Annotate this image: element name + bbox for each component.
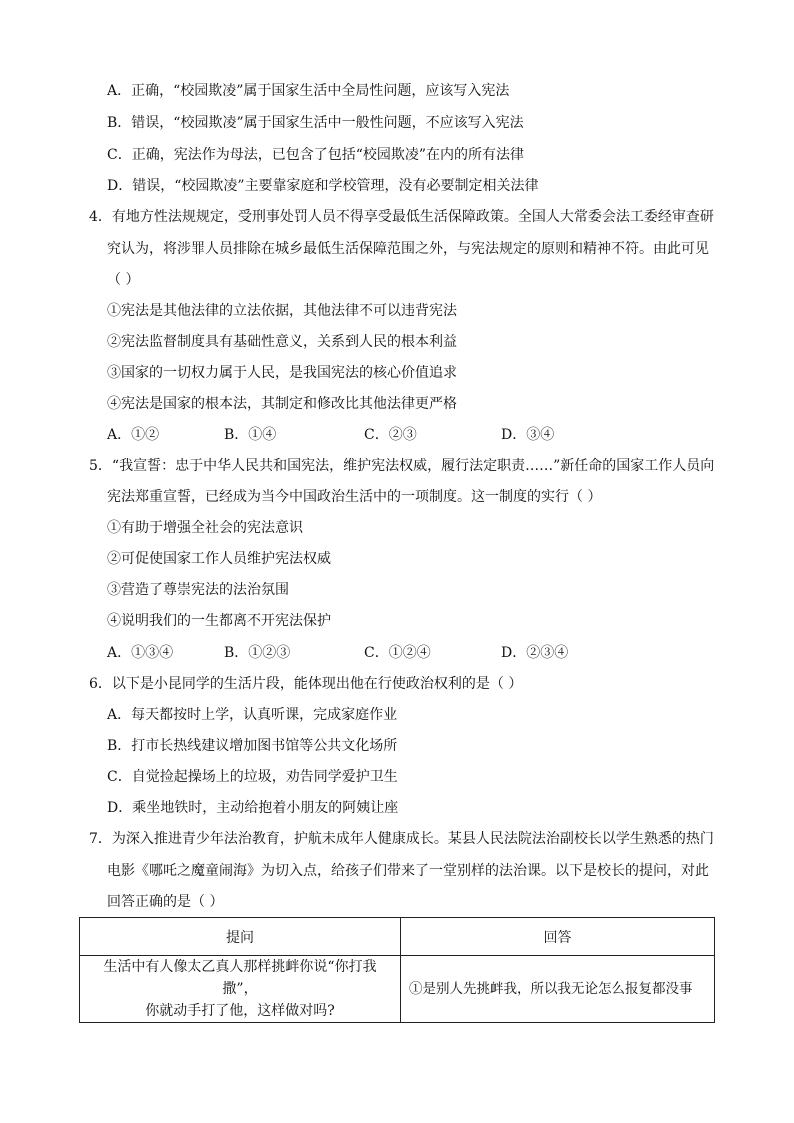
table-cell-answer: ①是别人先挑衅我，所以我无论怎么报复都没事 — [401, 956, 715, 1023]
q5-choice-d: D．②③④ — [501, 645, 569, 661]
q6-option-c: C．自觉捡起操场上的垃圾，劝告同学爱护卫生 — [107, 769, 398, 785]
q7-stem-line-1: 7．为深入推进青少年法治教育，护航未成年人健康成长。某县人民法院法治副校长以学生熟悉的热门 — [89, 831, 714, 847]
q7-stem-line-2: 电影《哪吒之魔童闹海》为切入点，给孩子们带来了一堂别样的法治课。以下是校长的提问，对此 — [107, 863, 709, 879]
q5-choice-b: B．①②③ — [224, 645, 291, 661]
table-question-line-2: 你就动手打了他，这样做对吗? — [145, 1003, 335, 1019]
table-header-row — [80, 918, 715, 956]
q3-option-c: C．正确，宪法作为母法，已包含了包括“校园欺凌”在内的所有法律 — [107, 147, 525, 163]
q6-stem: 6．以下是小昆同学的生活片段，能体现出他在行使政治权利的是（ ） — [89, 676, 523, 692]
q6-option-a: A．每天都按时上学，认真听课，完成家庭作业 — [107, 707, 398, 723]
q7-stem-line-3: 回答正确的是（ ） — [107, 894, 224, 910]
table-question-line-1: 生活中有人像太乙真人那样挑衅你说“你打我撒”， — [103, 959, 377, 997]
q4-statement-4: ④宪法是国家的根本法，其制定和修改比其他法律更严格 — [107, 396, 457, 412]
q5-statement-3: ③营造了尊崇宪法的法治氛围 — [107, 582, 289, 598]
q4-stem-line-3: （ ） — [107, 272, 140, 288]
q4-choice-a: A．①② — [107, 427, 160, 443]
q4-statement-1: ①宪法是其他法律的立法依据，其他法律不可以违背宪法 — [107, 303, 457, 319]
q4-choice-b: B．①④ — [224, 427, 277, 443]
q5-stem-line-2: 宪法郑重宣誓，已经成为当今中国政治生活中的一项制度。这一制度的实行（ ） — [107, 489, 602, 505]
q6-option-b: B．打市长热线建议增加图书馆等公共文化场所 — [107, 738, 398, 754]
table-header-question: 提问 — [80, 918, 401, 956]
table-cell-question — [80, 956, 401, 1023]
q5-statement-2: ②可促使国家工作人员维护宪法权威 — [107, 551, 331, 567]
table-row — [80, 956, 715, 1023]
table-header-answer: 回答 — [401, 918, 715, 956]
q4-choice-d: D．③④ — [501, 427, 555, 443]
q5-stem-line-1: 5．“我宣誓：忠于中华人民共和国宪法，维护宪法权威，履行法定职责……”新任命的国家工作人员向 — [89, 458, 715, 474]
q3-option-d: D．错误，“校园欺凌”主要靠家庭和学校管理，没有必要制定相关法律 — [107, 178, 539, 194]
q5-statement-1: ①有助于增强全社会的宪法意识 — [107, 520, 303, 536]
q7-table — [79, 917, 715, 1023]
q4-stem-line-2: 究认为，将涉罪人员排除在城乡最低生活保障范围之外，与宪法规定的原则和精神不符。由此可见 — [107, 241, 709, 257]
q5-choice-c: C．①②④ — [364, 645, 431, 661]
q4-statement-2: ②宪法监督制度具有基础性意义，关系到人民的根本利益 — [107, 334, 457, 350]
q3-option-a: A．正确，“校园欺凌”属于国家生活中全局性问题，应该写入宪法 — [107, 83, 510, 99]
q4-choice-c: C．②③ — [364, 427, 417, 443]
q4-stem-line-1: 4．有地方性法规规定，受刑事处罚人员不得享受最低生活保障政策。全国人大常委会法工委经审查研 — [89, 209, 714, 225]
q6-option-d: D．乘坐地铁时，主动给抱着小朋友的阿姨让座 — [107, 800, 399, 816]
q5-statement-4: ④说明我们的一生都离不开宪法保护 — [107, 613, 331, 629]
q5-choice-a: A．①③④ — [107, 645, 174, 661]
q3-option-b: B．错误，“校园欺凌”属于国家生活中一般性问题，不应该写入宪法 — [107, 115, 524, 131]
q4-statement-3: ③国家的一切权力属于人民，是我国宪法的核心价值追求 — [107, 365, 457, 381]
